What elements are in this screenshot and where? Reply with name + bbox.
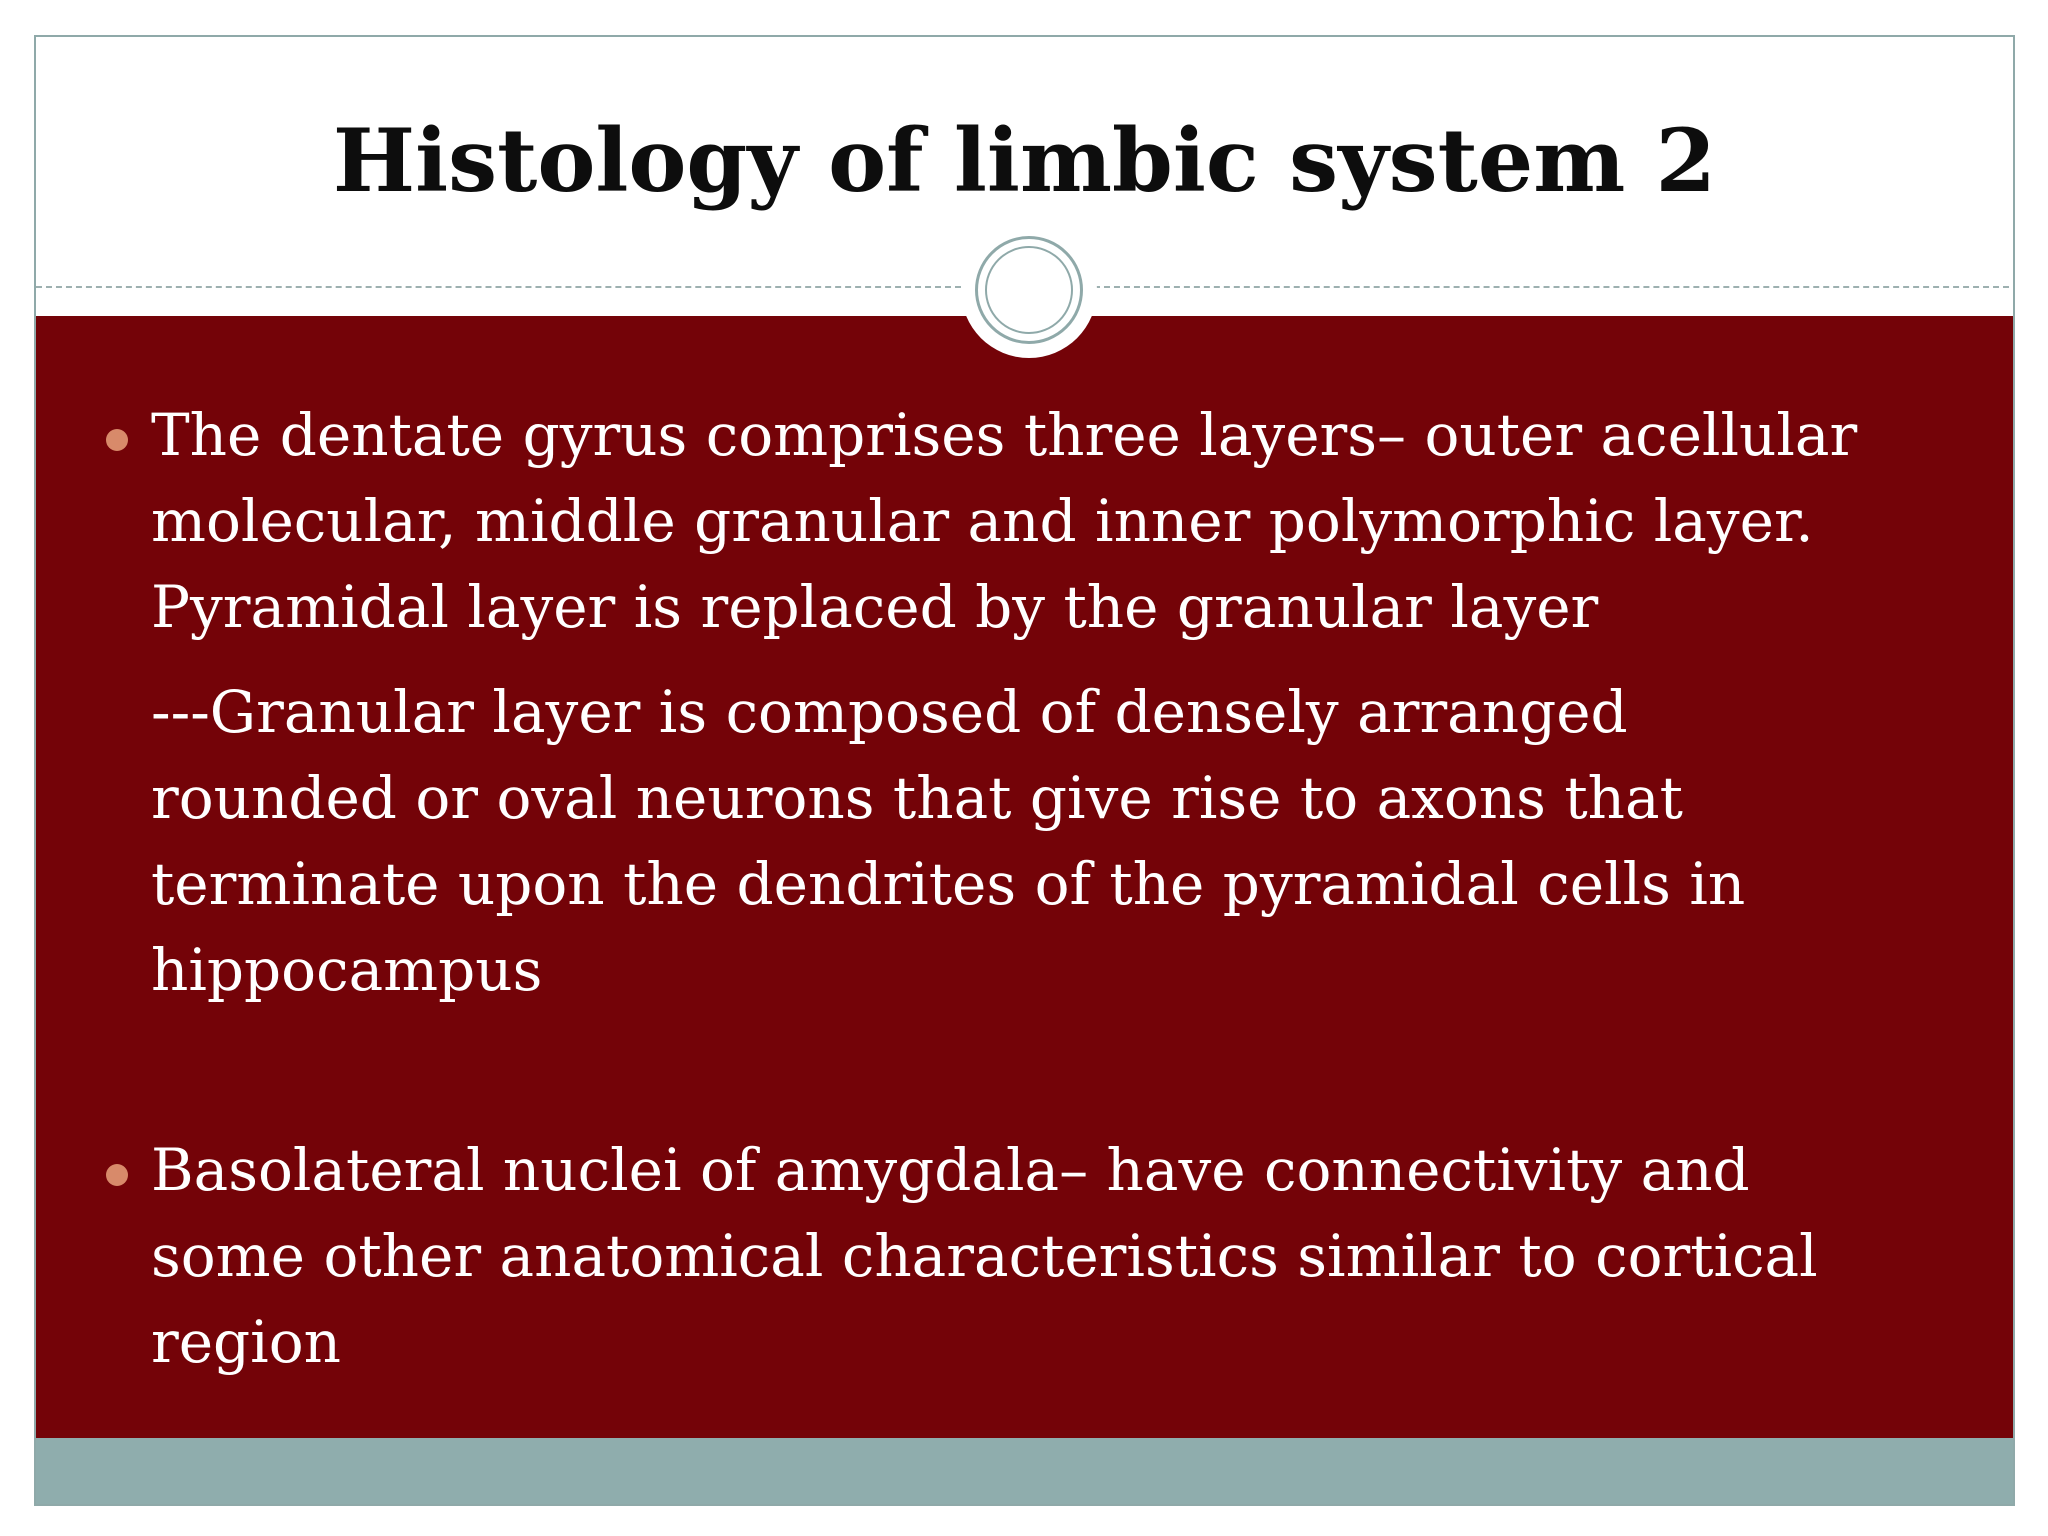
bullet-list [36,316,2013,1438]
footer-band [36,1438,2013,1506]
content-area [36,316,2013,1438]
title-divider-left [36,286,961,288]
bullet-subitem-granular-layer: ---Granular layer is composed of densely arranged rounded or oval neurons that give rise to axons that terminate upon the dendrites of the pyramidal cells in hippocampus [151,678,1746,1004]
slide [34,35,2015,1506]
slide-title: Histology of limbic system 2 [332,109,1717,212]
bullet-marker-icon [106,1164,128,1186]
circle-ornament-icon [961,222,1097,358]
ornament-ring [975,236,1083,344]
title-divider-right [1094,286,2015,288]
bullet-item-dentate-gyrus: The dentate gyrus comprises three layers– outer acellular molecular, middle granular and inner polymorphic layer. Pyramidal layer is replaced by the granular layer [151,401,1858,641]
bullet-item-basolateral-nuclei: Basolateral nuclei of amygdala– have connectivity and some other anatomical characteristics similar to cortical region [151,1136,1818,1376]
ornament-inner-ring [985,246,1073,334]
bullet-marker-icon [106,429,128,451]
